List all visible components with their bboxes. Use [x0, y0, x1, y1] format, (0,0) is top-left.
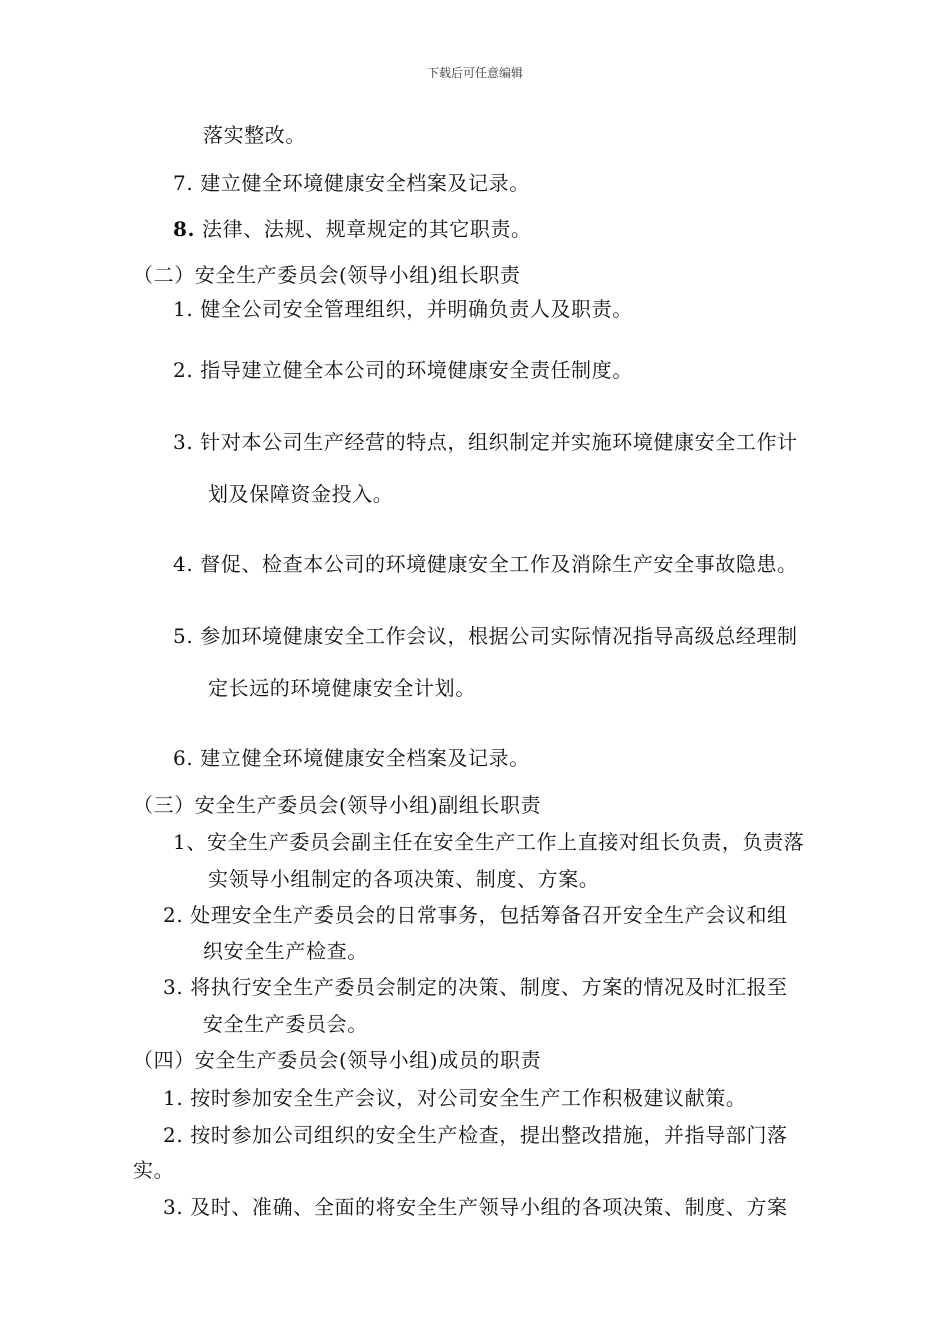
- list-item: 4. 督促、检查本公司的环境健康安全工作及消除生产安全事故隐患。: [173, 552, 798, 576]
- page-header: 下载后可任意编辑: [426, 66, 523, 80]
- section-heading-4: （四）安全生产委员会(领导小组)成员的职责: [133, 1048, 542, 1072]
- list-item-continuation: 划及保障资金投入。: [208, 482, 394, 506]
- list-item-8: [173, 216, 532, 242]
- list-item: 3. 将执行安全生产委员会制定的决策、制度、方案的情况及时汇报至: [163, 975, 788, 999]
- list-item: 2. 指导建立健全本公司的环境健康安全责任制度。: [173, 358, 633, 382]
- list-item-continuation: 安全生产委员会。: [203, 1012, 368, 1036]
- list-item: 2. 按时参加公司组织的安全生产检查，提出整改措施，并指导部门落: [163, 1123, 788, 1147]
- list-item: 3. 及时、准确、全面的将安全生产领导小组的各项决策、制度、方案: [163, 1195, 788, 1219]
- list-item-continuation: 实。: [133, 1158, 175, 1182]
- list-number: 8.: [173, 217, 196, 241]
- list-item: 5. 参加环境健康安全工作会议，根据公司实际情况指导高级总经理制: [173, 624, 798, 648]
- list-item: 3. 针对本公司生产经营的特点，组织制定并实施环境健康安全工作计: [173, 430, 798, 454]
- list-item: 1、安全生产委员会副主任在安全生产工作上直接对组长负责，负责落: [173, 830, 805, 854]
- section-heading-3: （三）安全生产委员会(领导小组)副组长职责: [133, 793, 542, 817]
- list-item: 6. 建立健全环境健康安全档案及记录。: [173, 746, 530, 770]
- list-item-continuation: 实领导小组制定的各项决策、制度、方案。: [208, 867, 600, 891]
- list-item: 2. 处理安全生产委员会的日常事务，包括筹备召开安全生产会议和组: [163, 903, 788, 927]
- list-item-continuation: 定长远的环境健康安全计划。: [208, 676, 476, 700]
- list-item: 1. 健全公司安全管理组织，并明确负责人及职责。: [173, 297, 633, 321]
- text-line: 落实整改。: [203, 123, 306, 147]
- section-heading-2: （二）安全生产委员会(领导小组)组长职责: [133, 263, 521, 287]
- list-item: 1. 按时参加安全生产会议，对公司安全生产工作积极建议献策。: [163, 1086, 747, 1110]
- list-item-continuation: 织安全生产检查。: [203, 939, 368, 963]
- list-item-7: 7. 建立健全环境健康安全档案及记录。: [173, 171, 530, 195]
- list-text: 法律、法规、规章规定的其它职责。: [195, 217, 532, 241]
